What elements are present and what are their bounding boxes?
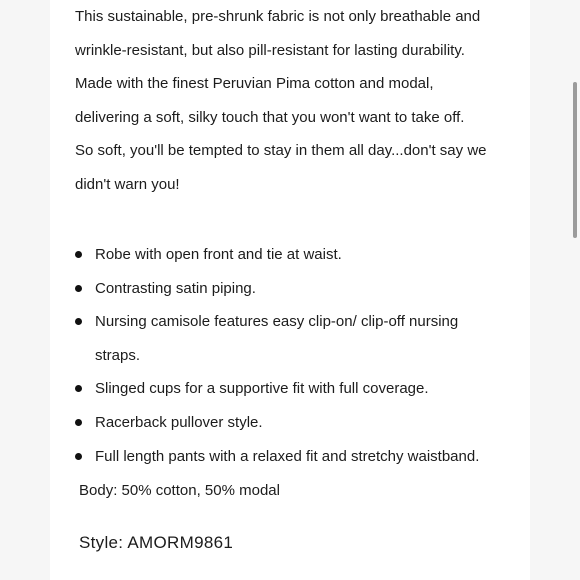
feature-item [75,372,515,406]
feature-list [75,238,515,473]
feature-item [75,305,515,372]
feature-item [75,440,515,474]
description-line: Made with the finest Peruvian Pima cotton and modal, [75,75,434,93]
feature-text: straps. [95,346,141,364]
bullet-icon [75,251,82,258]
feature-item [75,406,515,440]
description-line: So soft, you'll be tempted to stay in them all day...don't say we [75,142,487,160]
feature-text: Racerback pullover style. [95,413,263,431]
scrollbar-thumb[interactable] [573,82,577,238]
style-number: Style: AMORM9861 [79,533,234,552]
feature-text: Contrasting satin piping. [95,279,256,297]
description-line: This sustainable, pre-shrunk fabric is not only breathable and [75,8,481,25]
bullet-icon [75,285,82,292]
feature-text: Robe with open front and tie at waist. [95,246,342,263]
material-composition: Body: 50% cotton, 50% modal [79,482,280,499]
feature-text: Full length pants with a relaxed fit and stretchy waistband. [95,447,480,465]
bullet-icon [75,453,82,460]
feature-item [75,238,515,272]
feature-text: Nursing camisole features easy clip-on/ clip-off nursing [95,313,459,331]
bullet-icon [75,385,82,392]
bullet-icon [75,318,82,325]
feature-item [75,272,515,306]
bullet-icon [75,419,82,426]
product-details-panel [50,0,530,580]
feature-text: Slinged cups for a supportive fit with full coverage. [95,380,429,398]
description-line: wrinkle-resistant, but also pill-resistant for lasting durability. [75,41,465,59]
description-line: didn't warn you! [75,175,180,193]
description-line: delivering a soft, silky touch that you won't want to take off. [75,108,465,126]
product-description [75,0,487,202]
